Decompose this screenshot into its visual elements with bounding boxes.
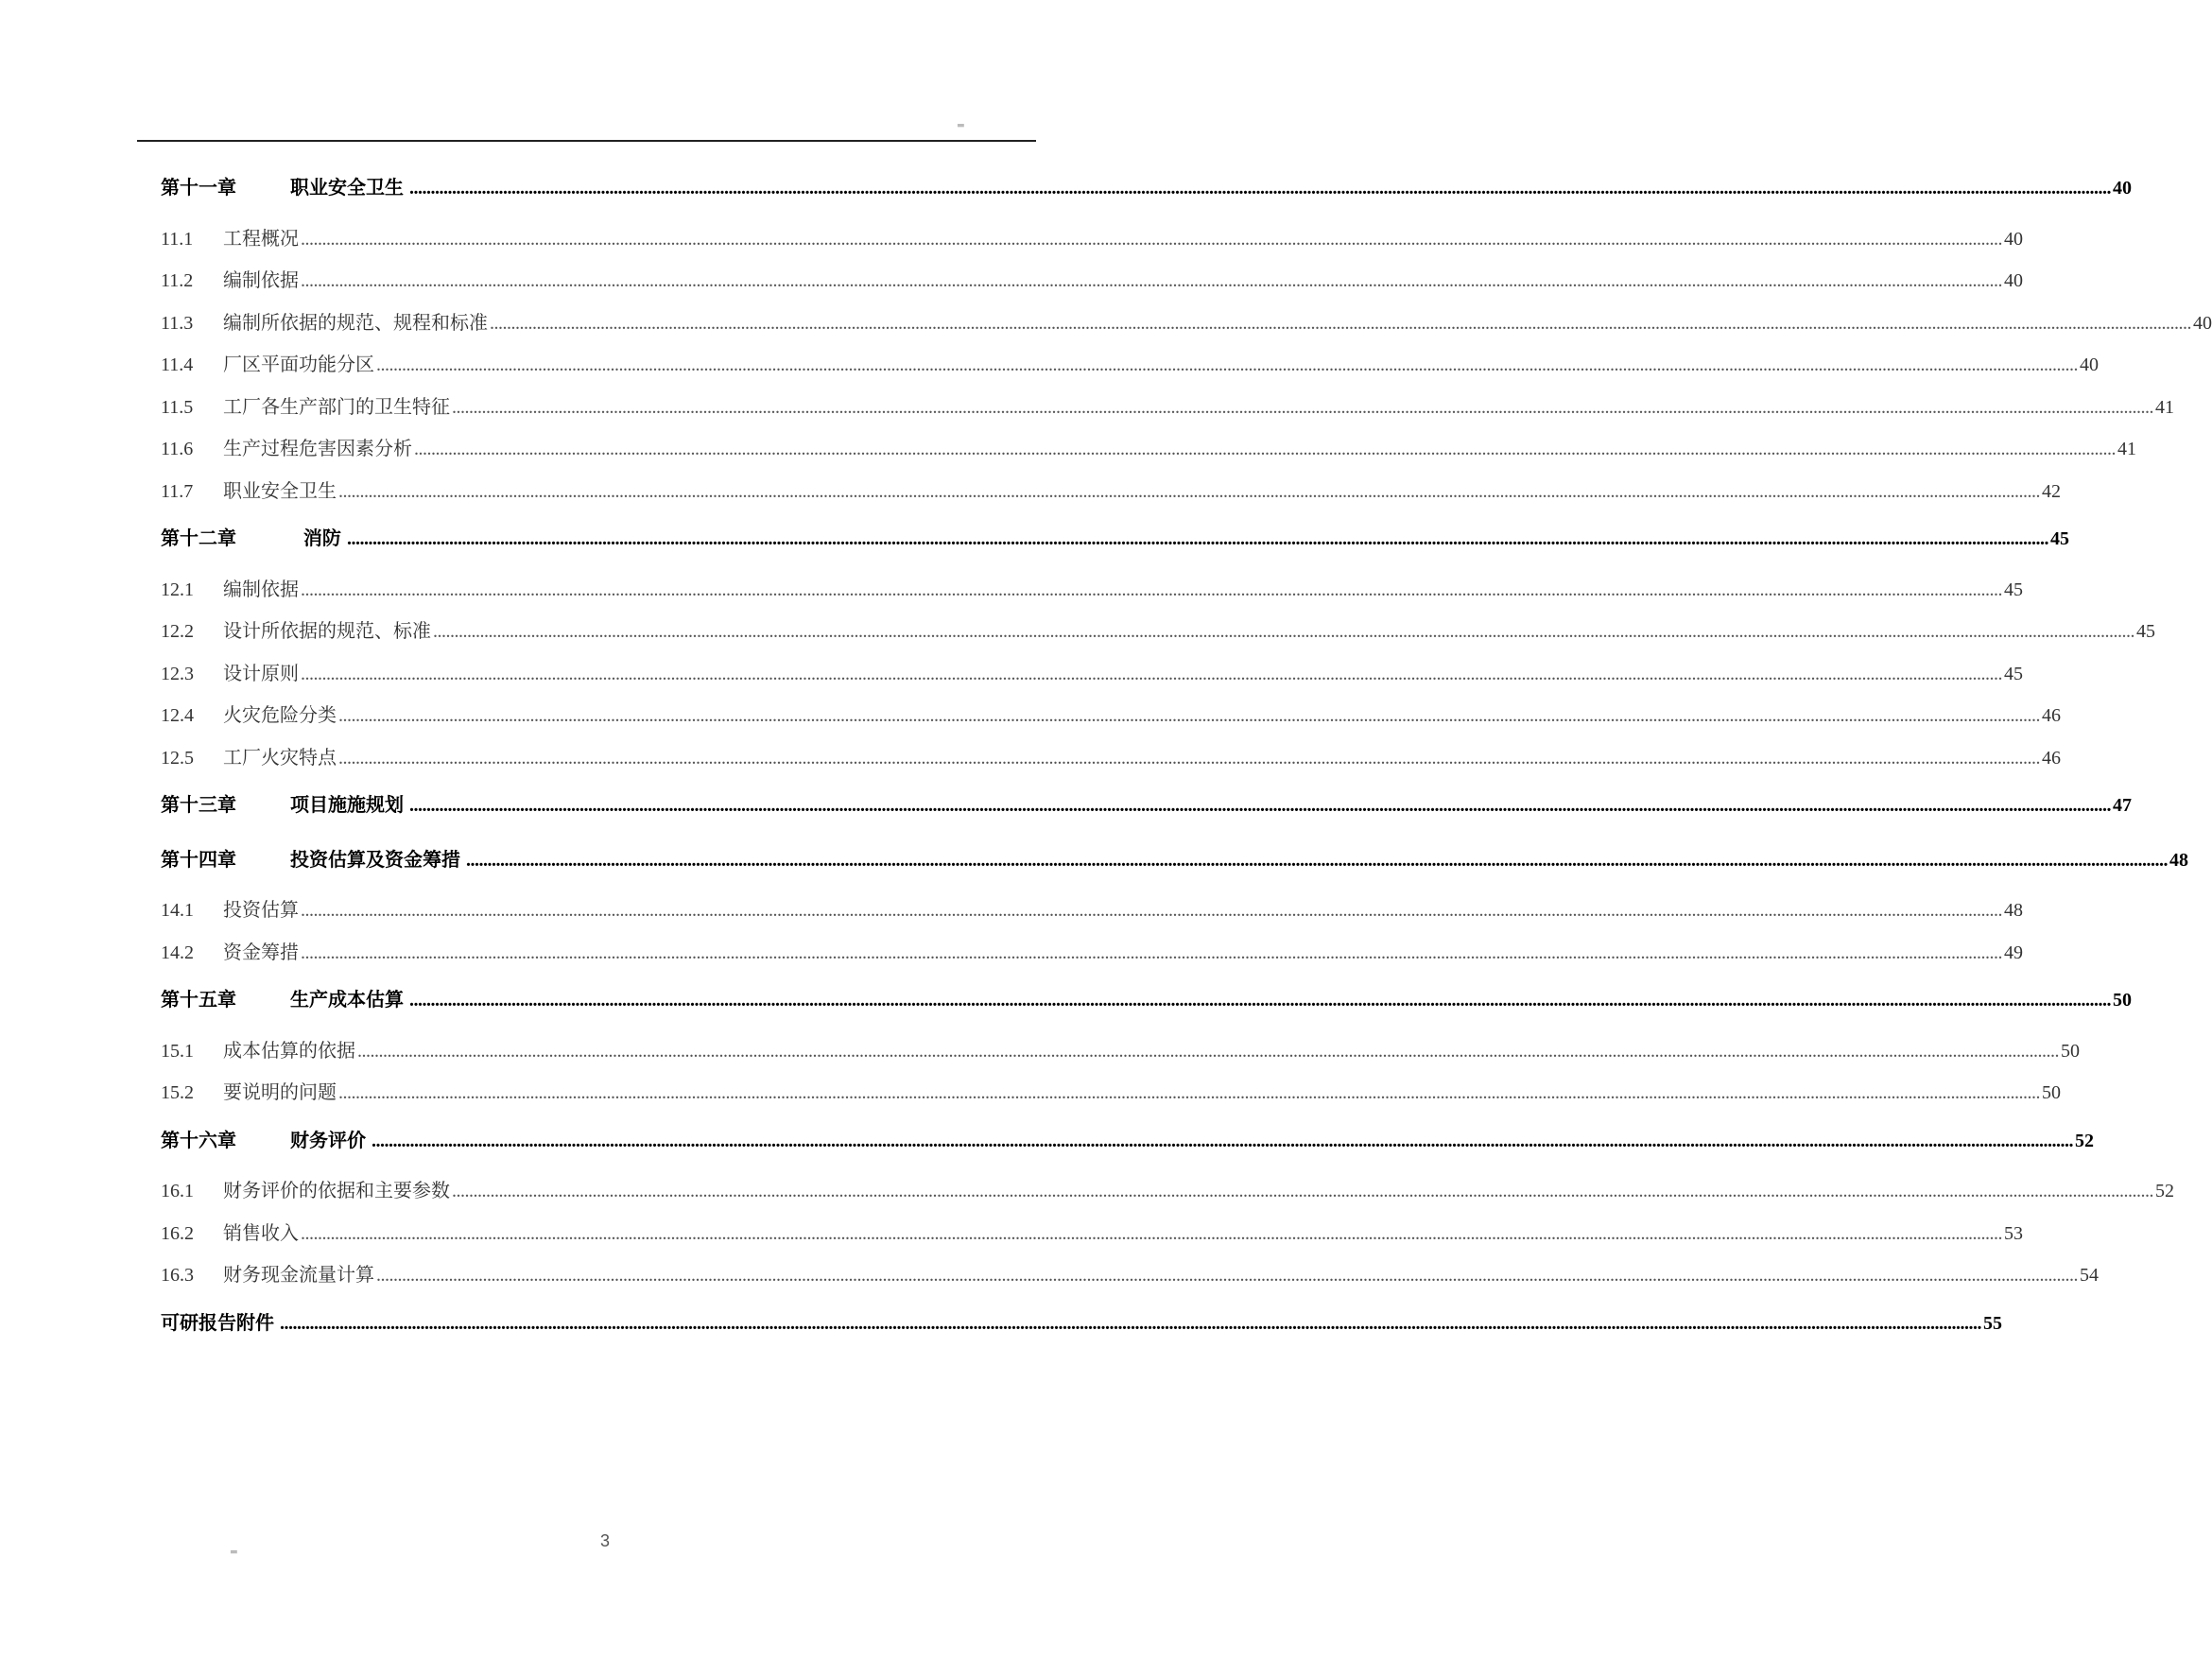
toc-entry-title: 财务评价 [290,1128,366,1151]
toc-page-number: 40 [2004,270,2023,291]
toc-chapter-entry[interactable] [161,973,2132,1028]
toc-entry-number: 第十四章 [161,847,236,871]
toc-page-number: 42 [2042,480,2061,502]
toc-page-number: 52 [2075,1130,2094,1151]
toc-chapter-entry[interactable] [161,1114,2094,1168]
toc-page-number: 55 [1983,1312,2002,1334]
toc-entry-title: 工厂火灾特点 [223,745,337,769]
toc-entry-number: 11.5 [161,396,194,418]
header-rule [137,140,1036,142]
toc-dot-leader: ................................................................................................................................................................................................................................................................................................................................................................................................................ [409,990,2111,1011]
toc-dot-leader: ................................................................................................................................................................................................................................................................................................................................................................................................................ [301,942,2002,963]
toc-dot-leader: ................................................................................................................................................................................................................................................................................................................................................................................................................ [357,1040,2059,1062]
toc-page-number: 45 [2049,528,2069,549]
toc-entry-number: 第十一章 [161,176,236,199]
toc-dot-leader: ................................................................................................................................................................................................................................................................................................................................................................................................................ [280,1312,1981,1334]
toc-entry-title: 财务现金流量计算 [223,1263,374,1286]
toc-page-number: 41 [2117,439,2136,459]
toc-dot-leader: ................................................................................................................................................................................................................................................................................................................................................................................................................ [301,663,2002,684]
toc-entry-number: 14.2 [161,942,194,963]
toc-page-number: 41 [2155,396,2174,418]
toc-entry-number: 16.3 [161,1265,194,1286]
toc-chapter-entry[interactable] [161,833,2188,888]
toc-page-number: 50 [2113,990,2132,1011]
toc-page-number: 52 [2155,1181,2174,1201]
toc-dot-leader: ................................................................................................................................................................................................................................................................................................................................................................................................................ [466,849,2168,871]
toc-page-number: 45 [2004,663,2023,684]
toc-page-number: 48 [2004,900,2023,921]
toc-entry-number: 12.2 [161,621,194,642]
toc-section-entry[interactable] [161,736,2061,779]
toc-page-number: 50 [2042,1082,2061,1103]
toc-section-entry[interactable] [161,343,2099,386]
toc-page-number: 45 [2136,621,2155,642]
toc-dot-leader: ................................................................................................................................................................................................................................................................................................................................................................................................................ [409,178,2111,199]
toc-entry-number: 14.1 [161,900,194,921]
toc-section-entry[interactable] [161,1212,2023,1254]
toc-page-number: 47 [2113,795,2132,816]
toc-entry-title: 生产成本估算 [290,988,404,1011]
toc-chapter-entry[interactable] [161,1296,2002,1351]
toc-entry-title: 投资估算及资金筹措 [290,847,460,871]
toc-entry-number: 11.7 [161,480,194,502]
toc-page-number: 40 [2004,228,2023,250]
toc-entry-title: 编制依据 [223,577,299,600]
toc-entry-number: 15.1 [161,1040,194,1062]
toc-entry-number: 第十五章 [161,988,236,1011]
footer-mark: ▬ [230,1547,238,1557]
toc-entry-title: 火灾危险分类 [223,703,337,726]
toc-section-entry[interactable] [161,470,2061,512]
toc-section-entry[interactable] [161,1169,2174,1212]
toc-page-number: 40 [2080,354,2099,375]
toc-entry-title: 财务评价的依据和主要参数 [223,1179,450,1201]
toc-entry-number: 12.4 [161,705,194,726]
toc-entry-title: 消防 [290,527,341,549]
toc-dot-leader: ................................................................................................................................................................................................................................................................................................................................................................................................................ [376,354,2078,375]
toc-entry-title: 编制所依据的规范、规程和标准 [223,310,488,334]
table-of-contents [161,161,2212,1350]
toc-dot-leader: ................................................................................................................................................................................................................................................................................................................................................................................................................ [338,1082,2040,1103]
toc-entry-number: 12.5 [161,747,194,769]
toc-dot-leader: ................................................................................................................................................................................................................................................................................................................................................................................................................ [376,1265,2078,1286]
toc-page-number: 49 [2004,942,2023,963]
page-number: 3 [599,1531,610,1550]
toc-page-number: 48 [2169,849,2188,871]
toc-dot-leader: ................................................................................................................................................................................................................................................................................................................................................................................................................ [490,312,2191,334]
toc-section-entry[interactable] [161,1029,2080,1072]
toc-entry-title: 要说明的问题 [223,1080,337,1103]
toc-entry-title: 编制依据 [223,268,299,291]
toc-dot-leader: ................................................................................................................................................................................................................................................................................................................................................................................................................ [452,396,2153,418]
toc-page-number: 50 [2061,1040,2080,1062]
toc-dot-leader: ................................................................................................................................................................................................................................................................................................................................................................................................................ [452,1181,2153,1201]
toc-page-number: 40 [2113,178,2132,199]
toc-page-number: 45 [2004,579,2023,600]
toc-dot-leader: ................................................................................................................................................................................................................................................................................................................................................................................................................ [338,747,2040,769]
toc-entry-title: 可研报告附件 [161,1310,274,1334]
toc-section-entry[interactable] [161,610,2155,652]
toc-entry-number: 12.3 [161,663,194,684]
toc-entry-number: 11.4 [161,354,194,375]
toc-page-number: 46 [2042,705,2061,726]
toc-section-entry[interactable] [161,302,2212,344]
toc-entry-number: 11.6 [161,439,194,459]
toc-chapter-entry[interactable] [161,778,2132,833]
toc-entry-title: 销售收入 [223,1220,299,1244]
toc-entry-number: 第十二章 [161,527,236,549]
toc-dot-leader: ................................................................................................................................................................................................................................................................................................................................................................................................................ [346,528,2048,549]
toc-dot-leader: ................................................................................................................................................................................................................................................................................................................................................................................................................ [414,439,2116,459]
toc-dot-leader: ................................................................................................................................................................................................................................................................................................................................................................................................................ [338,705,2040,726]
toc-entry-number: 11.3 [161,312,194,334]
toc-section-entry[interactable] [161,694,2061,736]
toc-page-number: 53 [2004,1222,2023,1244]
toc-dot-leader: ................................................................................................................................................................................................................................................................................................................................................................................................................ [301,1222,2002,1244]
toc-page-number: 46 [2042,747,2061,769]
toc-dot-leader: ................................................................................................................................................................................................................................................................................................................................................................................................................ [301,270,2002,291]
toc-chapter-entry[interactable] [161,161,2132,216]
toc-entry-title: 设计所依据的规范、标准 [223,619,431,642]
toc-entry-number: 第十三章 [161,793,236,816]
toc-dot-leader: ................................................................................................................................................................................................................................................................................................................................................................................................................ [338,480,2040,502]
toc-entry-number: 16.2 [161,1222,194,1244]
toc-section-entry[interactable] [161,568,2023,611]
toc-entry-number: 11.2 [161,270,194,291]
toc-section-entry[interactable] [161,931,2023,974]
toc-dot-leader: ................................................................................................................................................................................................................................................................................................................................................................................................................ [301,579,2002,600]
toc-entry-title: 职业安全卫生 [290,176,404,199]
toc-dot-leader: ................................................................................................................................................................................................................................................................................................................................................................................................................ [301,228,2002,250]
toc-entry-title: 投资估算 [223,898,299,921]
toc-dot-leader: ................................................................................................................................................................................................................................................................................................................................................................................................................ [433,621,2134,642]
toc-dot-leader: ................................................................................................................................................................................................................................................................................................................................................................................................................ [372,1130,2073,1151]
toc-entry-number: 15.2 [161,1082,194,1103]
toc-entry-number: 11.1 [161,228,194,250]
toc-entry-title: 工厂各生产部门的卫生特征 [223,394,450,418]
toc-entry-title: 厂区平面功能分区 [223,353,374,375]
toc-entry-title: 职业安全卫生 [223,478,337,502]
toc-entry-title: 生产过程危害因素分析 [223,437,412,459]
toc-chapter-entry[interactable] [161,511,2069,566]
toc-section-entry[interactable] [161,259,2023,302]
toc-page-number: 54 [2080,1265,2099,1286]
toc-dot-leader: ................................................................................................................................................................................................................................................................................................................................................................................................................ [301,900,2002,921]
toc-page-number: 40 [2193,312,2212,334]
toc-section-entry[interactable] [161,1071,2061,1114]
toc-entry-title: 工程概况 [223,226,299,250]
toc-entry-title: 项目施施规划 [290,793,404,816]
toc-section-entry[interactable] [161,386,2174,428]
toc-dot-leader: ................................................................................................................................................................................................................................................................................................................................................................................................................ [409,795,2111,816]
toc-entry-number: 12.1 [161,579,194,600]
toc-entry-title: 设计原则 [223,661,299,684]
toc-entry-number: 16.1 [161,1181,194,1201]
toc-section-entry[interactable] [161,427,2136,470]
toc-section-entry[interactable] [161,217,2023,260]
toc-section-entry[interactable] [161,889,2023,931]
toc-section-entry[interactable] [161,652,2023,695]
toc-section-entry[interactable] [161,1253,2099,1296]
toc-entry-number: 第十六章 [161,1128,236,1151]
toc-entry-title: 成本估算的依据 [223,1038,355,1062]
toc-entry-title: 资金筹措 [223,940,299,963]
header-mark: ▬ [957,121,965,130]
